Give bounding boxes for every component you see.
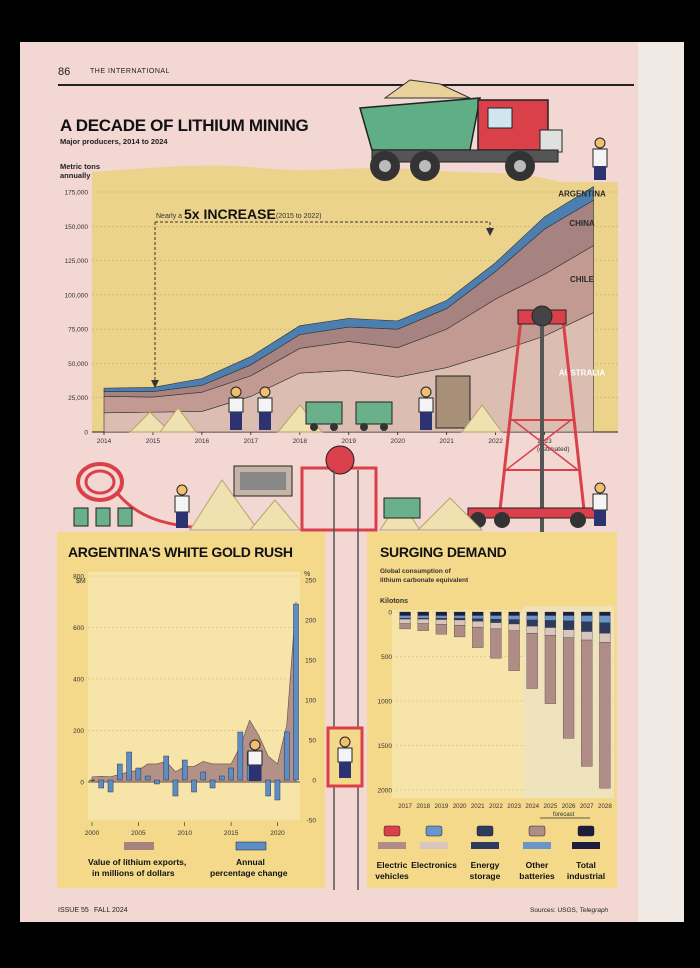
dem-bar-segment [490,612,501,616]
dem-bar-segment [509,620,520,624]
dem-bar-segment [581,632,592,640]
dem-bar-segment [599,612,610,616]
worker-illustration-top [593,138,607,180]
main-chart-x-ticks [97,432,552,445]
main-chart-subtitle: Major producers, 2014 to 2024 [60,137,168,146]
dem-bar-segment [599,642,610,788]
arg-change-bar [238,732,243,780]
dem-bar-segment [581,612,592,616]
arg-change-bar [108,780,113,792]
dem-x-tick-label: 2028 [598,803,612,810]
legend-swatch-exports [124,842,154,850]
arg-right-tick-label: 100 [305,697,316,705]
legend-swatch-0 [378,842,406,849]
arg-x-tick-label: 2015 [223,830,239,837]
dem-bar-segment [527,620,538,626]
main-x-tick-label: 2021 [439,438,454,445]
arg-change-bar [117,764,122,780]
arg-left-tick-label: 800 [73,573,84,581]
main-y-tick-label: 150,000 [64,223,88,231]
dem-bar-segment [527,612,538,616]
main-chart-ylabel: Metric tons annually [60,162,101,180]
arg-x-tick-label: 2020 [270,830,285,837]
main-y-tick-label: 25,000 [68,395,88,403]
main-x-tick-label: 2018 [292,438,308,445]
legend-swatch-3 [523,842,551,849]
dem-bar-segment [454,620,465,625]
arg-change-bar [229,768,234,780]
arg-left-tick-label: 200 [73,728,84,735]
arg-change-bar [219,776,224,780]
annotation-prefix: Nearly a [156,213,183,220]
main-x-tick-label: 2022 [488,438,503,445]
footer-season: FALL 2024 [94,907,128,914]
arg-left-tick-label: 400 [73,676,84,684]
dem-bar-segment [454,612,465,616]
dump-truck-illustration [360,80,562,181]
arg-right-tick-label: -50 [306,817,316,825]
dem-y-tick-label: 1000 [377,698,392,706]
dem-bar-segment [454,625,465,637]
legend-change: Annual percentage change [210,857,288,878]
elevator-shaft [328,470,362,890]
dem-bar-segment [418,612,429,616]
dem-bar-segment [490,619,501,623]
arg-left-tick-label: 600 [73,625,84,632]
dem-x-tick-label: 2022 [489,803,503,810]
dem-y-tick-label: 2000 [377,787,392,795]
arg-change-bar [89,780,94,781]
legend-label-3: batteries [519,871,555,881]
arg-right-tick-label: 50 [308,737,316,745]
dem-bar-segment [418,619,429,623]
dem-bar-segment [599,616,610,623]
main-x-tick-label: 2019 [341,438,356,445]
footer-issue: ISSUE 55 [58,907,89,914]
dem-bar-segment [472,612,483,616]
dem-x-tick-label: 2027 [579,803,594,810]
main-x-tick-label: 2015 [145,438,161,445]
dem-bar-segment [581,622,592,632]
dem-x-tick-label: 2026 [561,803,576,810]
dem-x-tick-label: 2019 [434,803,449,810]
arg-change-bar [164,756,169,780]
main-chart-title: A DECADE OF LITHIUM MINING [60,116,309,135]
dem-bar-segment [472,621,483,627]
dem-x-tick-label: 2025 [543,803,558,810]
dem-bar-segment [581,616,592,622]
dem-bar-segment [436,618,447,619]
arg-change-bar [266,780,271,796]
arg-change-bar [201,772,206,780]
legend-swatch-4 [572,842,600,849]
dem-bar-segment [527,626,538,633]
arg-change-bar [145,776,150,780]
arg-x-tick-label: 2000 [84,830,100,837]
argentina-right-unit: % [304,571,311,578]
main-x-tick-label: 2023 [537,438,552,445]
dem-bar-segment [563,630,574,638]
legend-label-2: Energy [470,860,500,870]
main-x-tick-label: 2014 [96,438,112,445]
legend-label-0: Electric [376,860,408,870]
dem-bar-segment [527,633,538,688]
dem-x-tick-label: 2018 [416,803,431,810]
dem-bar-segment [545,616,556,621]
series-label-china: CHINA [569,218,595,228]
legend-label-2: storage [469,871,501,881]
dem-x-tick-label: 2021 [470,803,485,810]
arg-right-tick-label: 150 [305,657,316,665]
legend-icon-1 [426,826,442,836]
argentina-left-unit: $M [76,578,86,585]
dem-bar-segment [545,620,556,627]
dem-bar-segment [545,612,556,616]
dem-x-tick-label: 2023 [507,803,521,810]
arg-x-tick-label: 2010 [177,830,192,837]
main-x-tick-label: 2020 [390,438,405,445]
legend-label-4: industrial [566,871,606,881]
main-x-tick-label: 2017 [243,438,259,445]
dem-bar-segment [527,616,538,620]
dem-y-tick-label: 500 [381,654,392,661]
dem-bar-segment [599,633,610,642]
series-label-australia: AUSTRALIA [558,368,606,378]
dem-x-tick-label: 2017 [398,803,412,810]
dem-bar-segment [400,616,411,619]
arg-change-bar [99,780,104,788]
arg-change-bar [127,752,132,780]
main-y-tick-label: 50,000 [68,360,88,368]
dem-bar-segment [436,620,447,625]
dem-bar-segment [563,612,574,616]
legend-icon-4 [578,826,594,836]
arg-change-bar [284,732,289,780]
dem-y-tick-label: 1500 [377,743,392,750]
main-chart-y-ticks [65,190,89,437]
dem-bar-segment [563,616,574,621]
dem-bar-segment [490,616,501,620]
arg-change-bar [191,780,196,792]
series-label-chile: CHILE [570,275,594,285]
main-x-tick-label: 2016 [194,438,210,445]
arg-change-bar [136,768,141,780]
legend-label-1: Electronics [411,860,457,870]
dem-bar-segment [454,616,465,619]
demand-subtitle: Global consumption of lithium carbonate equivalent [380,568,469,584]
dem-bar-segment [472,616,483,619]
arg-right-tick-label: 200 [305,617,316,625]
dem-x-tick-label: 2024 [525,803,540,810]
dem-bar-segment [490,623,501,629]
dem-bar-segment [436,624,447,634]
dem-bar-segment [490,629,501,658]
legend-label-0: vehicles [375,871,409,881]
legend-label-3: Other [525,860,549,870]
legend-swatch-change [236,842,266,850]
dem-bar-segment [545,635,556,704]
dem-y-tick-label: 0 [388,609,392,617]
dem-bar-segment [509,631,520,671]
arg-left-tick-label: 0 [80,779,84,787]
arg-change-bar [173,780,178,796]
arg-right-tick-label: 250 [305,577,316,585]
legend-swatch-2 [471,842,499,849]
dem-bar-segment [599,623,610,634]
arg-change-bar [154,780,159,784]
dem-bar-segment [418,624,429,631]
dem-bar-segment [509,624,520,631]
argentina-panel-title: ARGENTINA'S WHITE GOLD RUSH [68,544,293,560]
arg-change-bar [293,604,298,780]
legend-exports: Value of lithium exports, in millions of dollars [88,857,187,878]
page-number: 86 [58,66,71,78]
dem-x-tick-label: 2020 [452,803,467,810]
publication-name: THE INTERNATIONAL [90,68,170,75]
forecast-label: forecast [553,812,575,818]
legend-icon-0 [384,826,400,836]
dem-bar-segment [418,616,429,619]
middle-band-illustration [74,446,482,530]
arg-right-tick-label: 0 [312,777,316,785]
dem-bar-segment [563,621,574,630]
main-y-tick-label: 0 [84,429,88,437]
dem-bar-segment [581,640,592,766]
main-y-tick-label: 175,000 [64,189,88,197]
arg-change-bar [182,760,187,780]
arg-change-bar [275,780,280,800]
main-y-tick-label: 125,000 [64,258,88,266]
footer-sources: Sources: USGS, Telegraph [530,907,609,914]
demand-unit: Kilotons [380,598,408,605]
demand-panel-title: SURGING DEMAND [380,544,507,560]
miner-with-cart-argentina [248,740,262,781]
dem-bar-segment [563,638,574,739]
estimated-note: (estimated) [537,446,570,453]
dem-bar-segment [472,627,483,647]
legend-swatch-1 [420,842,448,849]
arg-change-bar [210,780,215,788]
dem-bar-segment [454,618,465,620]
main-y-tick-label: 100,000 [64,292,88,300]
dem-bar-segment [400,619,411,623]
dem-bar-segment [436,616,447,619]
dem-bar-segment [436,612,447,616]
annotation-big: 5x INCREASE [184,206,276,222]
dem-bar-segment [400,624,411,629]
dem-bar-segment [545,628,556,636]
legend-icon-2 [477,826,493,836]
series-label-argentina: ARGENTINA [558,189,606,199]
dem-bar-segment [400,612,411,616]
arg-x-tick-label: 2005 [131,830,146,837]
legend-icon-3 [529,826,545,836]
legend-label-4: Total [576,860,596,870]
main-y-tick-label: 75,000 [68,326,88,334]
dem-bar-segment [472,619,483,622]
dem-bar-segment [509,616,520,620]
annotation-suffix: (2015 to 2022) [276,213,322,220]
dem-bar-segment [509,612,520,616]
